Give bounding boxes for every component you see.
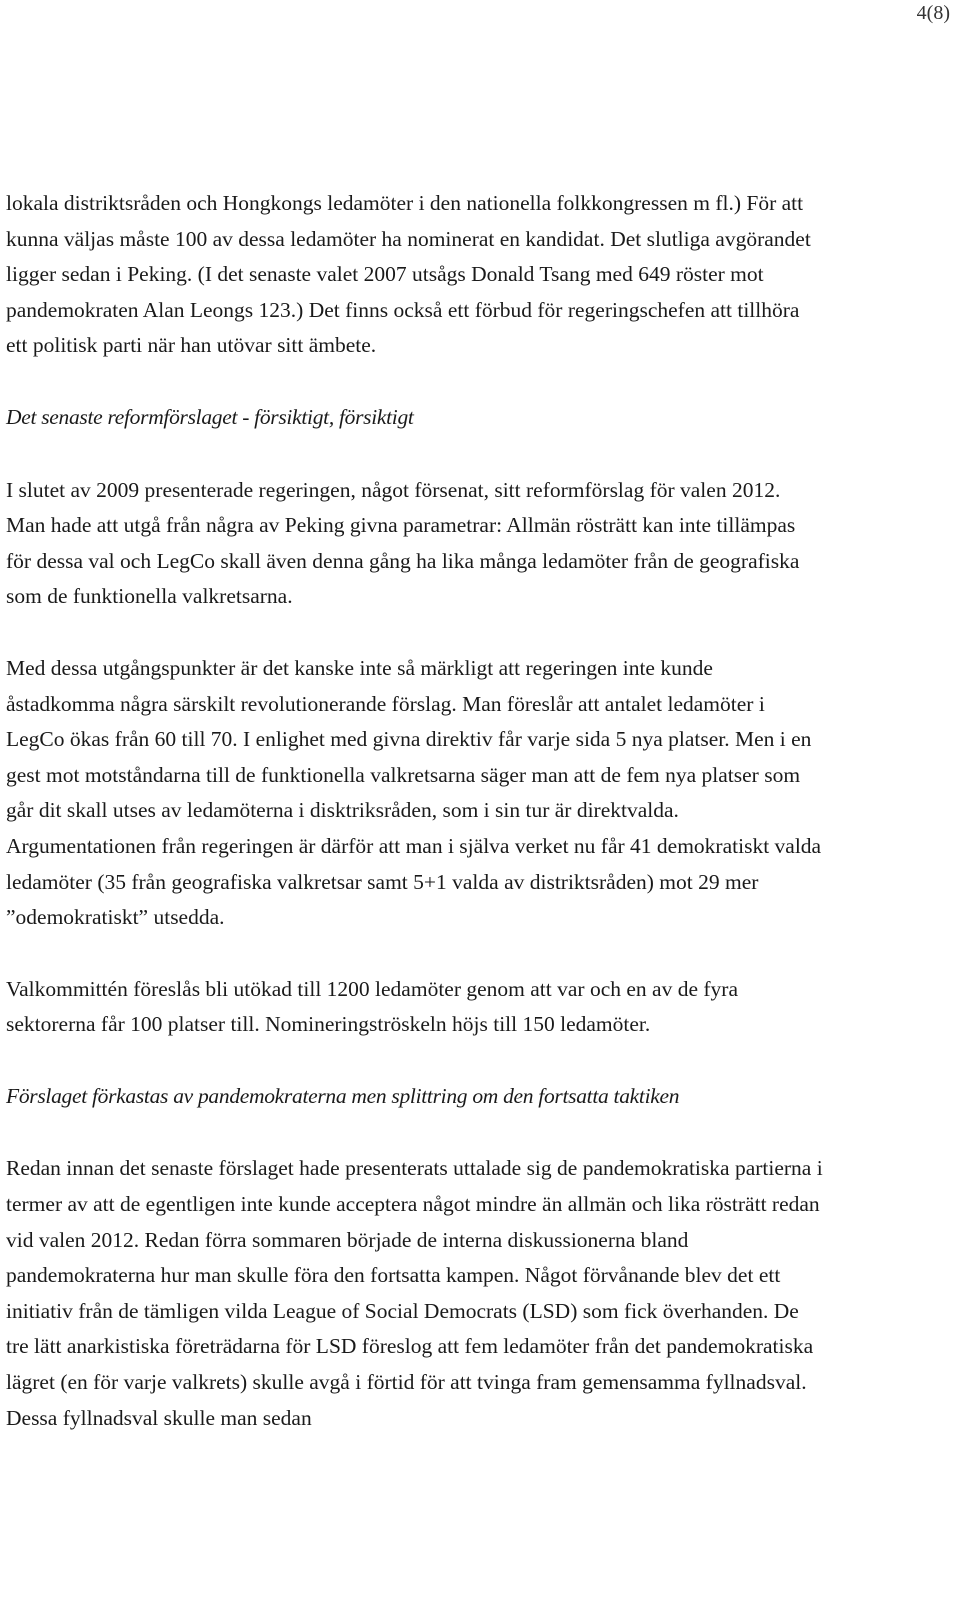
paragraph-gap bbox=[6, 1114, 824, 1151]
paragraph-gap bbox=[6, 436, 824, 473]
paragraph-gap bbox=[6, 936, 824, 972]
paragraph-starting-points: Med dessa utgångspunkter är det kanske inte så märkligt att regeringen inte kunde åstadkomma några särskilt revolutionerande förslag. Man föreslår att antalet ledamöter i LegCo ökas från 60 till 70. I enlighet med givna direktiv får varje sida 5 nya platser. Men i en gest mot motståndarna till de funktionella valkretsarna säger man att de fem nya platser som går dit skall utses av ledamöterna i disktriksråden, som i sin tur är direktvalda. Argumentationen från regeringen är därför att man i själva verket nu får 41 demokratiskt valda ledamöter (35 från geografiska valkretsar samt 5+1 valda av distriktsråden) mot 29 mer ”odemokratiskt” utsedda. bbox=[6, 655, 822, 930]
paragraph-gap bbox=[6, 1043, 824, 1079]
paragraph-election-committee: Valkommittén föreslås bli utökad till 1200 ledamöter genom att var och en av de fyra sektorerna får 100 platser till. Nomineringströskeln höjs till 150 ledamöter. bbox=[6, 976, 738, 1037]
paragraph-gap bbox=[6, 364, 824, 400]
paragraph-electoral-committee: lokala distriktsråden och Hongkongs ledamöter i den nationella folkkongressen m fl.) För att kunna väljas måste 100 av dessa ledamöter ha nominerat en kandidat. Det slutliga avgörandet ligger sedan i Peking. (I det senaste valet 2007 utsågs Donald Tsang med 649 röster mot pandemokraten Alan Leongs 123.) Det finns också ett förbud för regeringschefen att tillhöra ett politisk parti när han utövar sitt ämbete. bbox=[6, 191, 811, 358]
section-heading-proposal-rejected: Förslaget förkastas av pandemokraterna men splittring om den fortsatta taktiken bbox=[6, 1083, 680, 1108]
section-heading-reform-proposal: Det senaste reformförslaget - försiktigt, försiktigt bbox=[6, 404, 414, 429]
paragraph-gap bbox=[6, 615, 824, 651]
paragraph-pandemocrats: Redan innan det senaste förslaget hade presenterats uttalade sig de pandemokratiska partierna i termer av att de egentligen inte kunde acceptera något mindre än allmän och lika rösträtt redan vid valen 2012. Redan förra sommaren började de interna diskussionerna bland pandemokraterna hur man skulle föra den fortsatta kampen. Något förvånande blev det ett initiativ från de tämligen vilda League of Social Democrats (LSD) som fick överhanden. De tre lätt anarkistiska företrädarna för LSD föreslog att fem ledamöter från det pandemokratiska lägret (en för varje valkrets) skulle avgå i förtid för att tvinga fram gemensamma fyllnadsval. Dessa fyllnadsval skulle man sedan bbox=[6, 1156, 823, 1430]
page-number: 4(8) bbox=[916, 2, 950, 24]
paragraph-reform-2009: I slutet av 2009 presenterade regeringen, något försenat, sitt reformförslag för valen 2012. Man hade att utgå från några av Peking givna parametrar: Allmän rösträtt kan inte tillämpas för dessa val och LegCo skall även denna gång ha lika många ledamöter från de geografiska som de funktionella valkretsarna. bbox=[6, 477, 800, 609]
document-body bbox=[6, 186, 824, 1436]
